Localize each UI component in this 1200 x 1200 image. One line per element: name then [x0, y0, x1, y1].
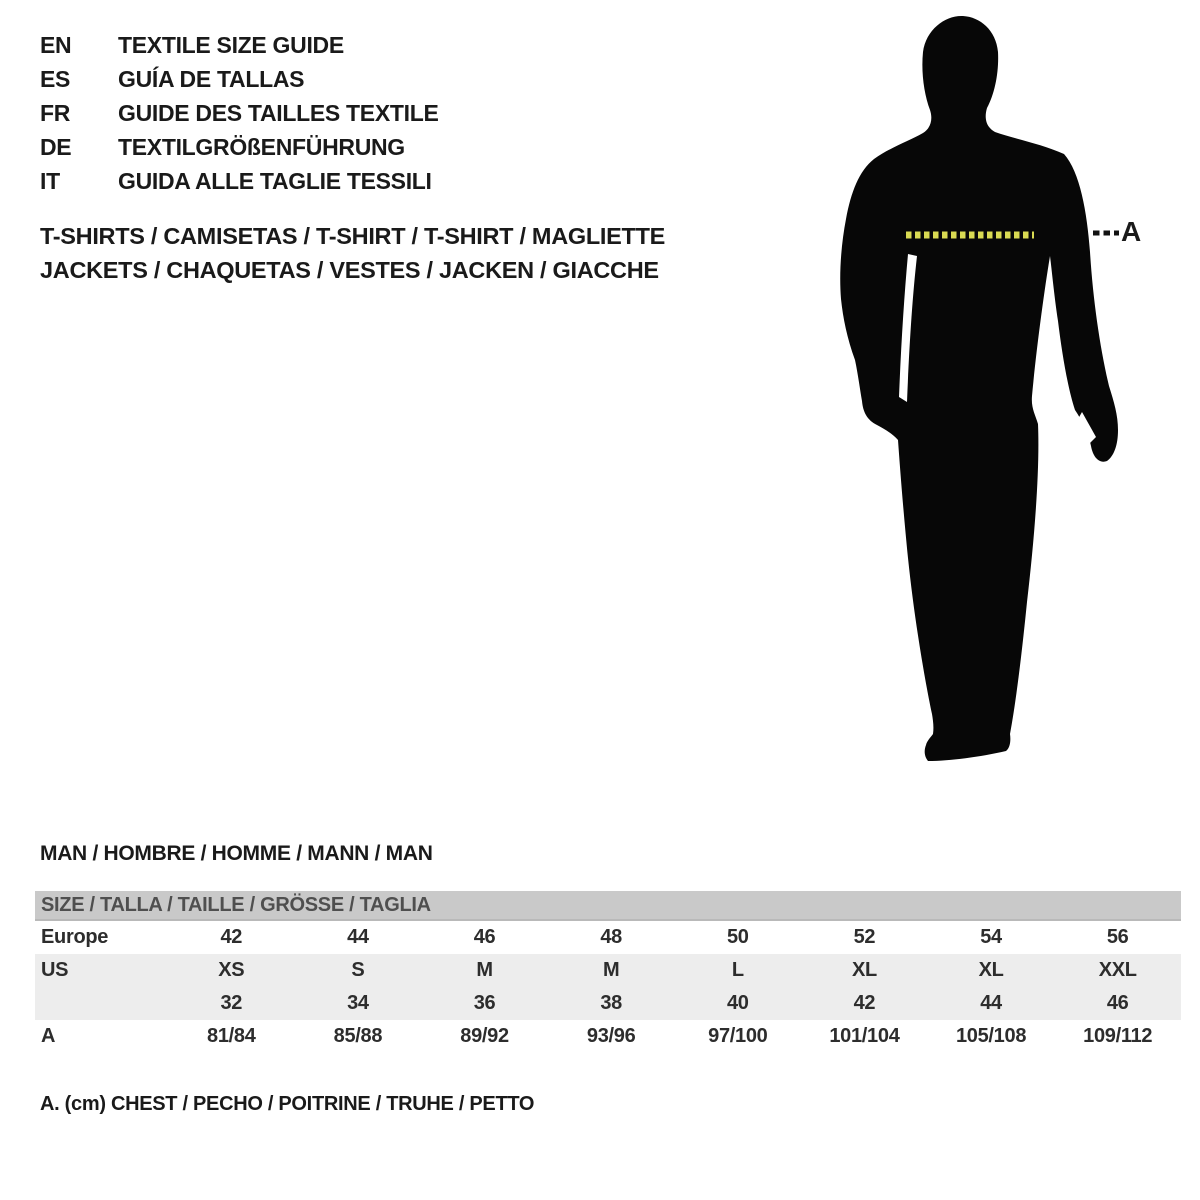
- lang-row-de: [40, 130, 439, 164]
- cell: 46: [1106, 992, 1129, 1014]
- lang-label: TEXTILGRÖßENFÜHRUNG: [118, 133, 405, 160]
- table-row-chest-a: [35, 1020, 1181, 1053]
- row-label: A: [41, 1025, 56, 1047]
- measurement-footnote: A. (cm) CHEST / PECHO / POITRINE / TRUHE / PETTO: [40, 1093, 535, 1115]
- lang-label: GUÍA DE TALLAS: [118, 65, 305, 92]
- cell: M: [476, 959, 493, 981]
- size-table: [35, 891, 1181, 1053]
- lang-label: TEXTILE SIZE GUIDE: [118, 31, 344, 58]
- cell: 34: [347, 992, 369, 1014]
- cell: S: [351, 959, 365, 981]
- lang-label: GUIDA ALLE TAGLIE TESSILI: [118, 167, 432, 194]
- row-label: US: [41, 959, 69, 981]
- man-silhouette-figure: [820, 0, 1200, 800]
- cell: 48: [600, 926, 623, 948]
- lang-row-it: [40, 164, 439, 198]
- lang-row-es: [40, 62, 439, 96]
- measurement-a-label: A: [1121, 216, 1142, 247]
- category-line-jackets: JACKETS / CHAQUETAS / VESTES / JACKEN / GIACCHE: [40, 257, 659, 283]
- section-heading-man: MAN / HOMBRE / HOMME / MANN / MAN: [40, 842, 433, 865]
- cell: 105/108: [955, 1025, 1027, 1047]
- cell: 46: [473, 926, 496, 948]
- cell: 44: [347, 926, 369, 948]
- language-title-block: [40, 28, 439, 198]
- cell: 42: [853, 992, 876, 1014]
- cell: XL: [978, 959, 1004, 981]
- cell: 40: [726, 992, 749, 1014]
- cell: XL: [851, 959, 877, 981]
- cell: 44: [980, 992, 1002, 1014]
- cell: 50: [726, 926, 749, 948]
- cell: 36: [473, 992, 496, 1014]
- lang-code: DE: [40, 133, 72, 160]
- cell: XS: [218, 959, 245, 981]
- table-row-numeric: [35, 987, 1181, 1020]
- cell: 109/112: [1083, 1025, 1153, 1047]
- cell: 89/92: [460, 1025, 509, 1047]
- lang-code: EN: [40, 31, 72, 58]
- lang-code: IT: [40, 167, 60, 194]
- cell: 54: [980, 926, 1002, 948]
- table-row-europe: [35, 921, 1181, 954]
- category-line-tshirts: T-SHIRTS / CAMISETAS / T-SHIRT / T-SHIRT / MAGLIETTE: [40, 223, 665, 249]
- lang-row-fr: [40, 96, 439, 130]
- size-table-header-label: SIZE / TALLA / TAILLE / GRÖSSE / TAGLIA: [41, 893, 431, 916]
- cell: 81/84: [207, 1025, 256, 1047]
- cell: 101/104: [829, 1025, 900, 1047]
- lang-label: GUIDE DES TAILLES TEXTILE: [118, 99, 439, 126]
- cell: 85/88: [333, 1025, 383, 1047]
- cell: 97/100: [708, 1025, 768, 1047]
- cell: 93/96: [586, 1025, 636, 1047]
- cell: XXL: [1098, 959, 1137, 981]
- cell: L: [731, 959, 744, 981]
- size-table-header-band: [35, 891, 1181, 921]
- lang-code: FR: [40, 99, 71, 126]
- product-category-lines: [40, 219, 665, 287]
- row-label: Europe: [41, 926, 109, 948]
- cell: 38: [600, 992, 623, 1014]
- table-row-us: [35, 954, 1181, 987]
- cell: 42: [220, 926, 243, 948]
- cell: M: [603, 959, 620, 981]
- cell: 32: [220, 992, 243, 1014]
- lang-code: ES: [40, 65, 71, 92]
- cell: 52: [853, 926, 876, 948]
- lang-row-en: [40, 28, 439, 62]
- cell: 56: [1106, 926, 1129, 948]
- man-silhouette-body: [840, 16, 1118, 761]
